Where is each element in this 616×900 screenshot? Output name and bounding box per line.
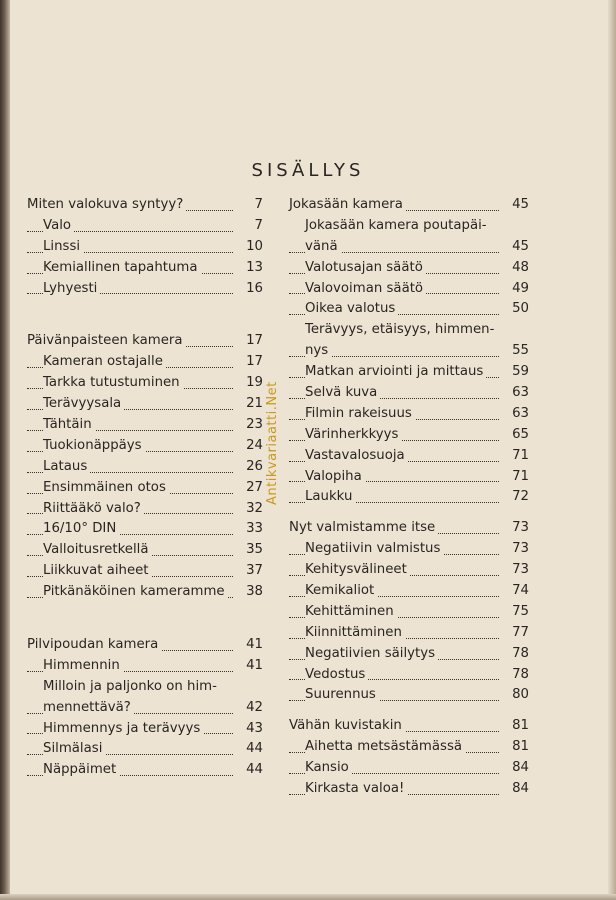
- toc-entry-page-number: 17: [238, 331, 263, 352]
- toc-entry-title: Negatiivin valmistus: [305, 541, 443, 556]
- toc-entry-title: nys: [305, 343, 331, 358]
- toc-entry-title: Pitkänäköinen kameramme: [43, 584, 228, 599]
- toc-entry: [27, 258, 263, 279]
- toc-entry-title: Valotusajan säätö: [305, 260, 426, 275]
- toc-entry-page-number: 55: [504, 341, 529, 362]
- toc-entry-title: Vastavalosuoja: [305, 448, 408, 463]
- toc-entry-page-number: 78: [504, 665, 529, 686]
- toc-entry: [289, 299, 529, 320]
- toc-entry: [27, 698, 263, 719]
- toc-entry-page-number: 13: [238, 258, 263, 279]
- toc-entry-title: Himmennin: [43, 658, 123, 673]
- toc-entry-page-number: 42: [238, 698, 263, 719]
- toc-entry-page-number: 84: [504, 758, 529, 779]
- toc-entry: [27, 719, 263, 740]
- toc-entry: [27, 352, 263, 373]
- toc-entry-page-number: 72: [504, 487, 529, 508]
- toc-entry-page-number: 41: [238, 635, 263, 656]
- toc-entry-title: Selvä kuva: [305, 385, 380, 400]
- toc-chapter-entry: [289, 195, 529, 216]
- toc-entry: [289, 383, 529, 404]
- toc-entry-page-number: 81: [504, 716, 529, 737]
- toc-entry-page-number: 10: [238, 237, 263, 258]
- toc-entry-title: vänä: [305, 239, 341, 254]
- toc-entry: [289, 279, 529, 300]
- toc-section: [289, 716, 529, 800]
- toc-entry-page-number: 23: [238, 415, 263, 436]
- toc-right-column: [289, 195, 529, 800]
- toc-entry: [289, 602, 529, 623]
- toc-entry: [289, 446, 529, 467]
- toc-entry-page-number: 73: [504, 560, 529, 581]
- toc-entry-title: Suurennus: [305, 687, 379, 702]
- toc-entry-title: Terävyysala: [43, 396, 124, 411]
- toc-entry-page-number: 43: [238, 719, 263, 740]
- toc-entry-title: Terävyys, etäisyys, himmen-: [305, 322, 497, 337]
- toc-entry: [289, 467, 529, 488]
- toc-entry: [27, 478, 263, 499]
- toc-entry-page-number: 33: [238, 519, 263, 540]
- toc-entry-page-number: 41: [238, 656, 263, 677]
- toc-entry-page-number: 26: [238, 457, 263, 478]
- toc-entry-title: Kehitysvälineet: [305, 562, 410, 577]
- toc-entry: [27, 739, 263, 760]
- toc-entry-page-number: 49: [504, 279, 529, 300]
- toc-entry: [289, 758, 529, 779]
- toc-section: [27, 331, 263, 603]
- toc-entry-page-number: 80: [504, 685, 529, 706]
- toc-entry: [27, 457, 263, 478]
- toc-entry-page-number: 59: [504, 362, 529, 383]
- toc-entry-title: Tähtäin: [43, 417, 95, 432]
- toc-entry-page-number: 75: [504, 602, 529, 623]
- toc-entry-title: Päivänpaisteen kamera: [27, 333, 186, 348]
- toc-entry-title: 16/10° DIN: [43, 521, 119, 536]
- toc-entry-page-number: 19: [238, 373, 263, 394]
- section-gap: [289, 706, 529, 716]
- toc-entry: [289, 685, 529, 706]
- toc-entry: [27, 656, 263, 677]
- toc-entry: [289, 737, 529, 758]
- toc-entry: [289, 487, 529, 508]
- toc-entry-page-number: 45: [504, 237, 529, 258]
- toc-entry: [27, 760, 263, 781]
- toc-entry-title: Riittääkö valo?: [43, 501, 144, 516]
- toc-entry: [27, 415, 263, 436]
- toc-entry-title: Jokasään kamera poutapäi-: [305, 218, 490, 233]
- toc-entry-page-number: 73: [504, 539, 529, 560]
- toc-entry-page-number: 44: [238, 739, 263, 760]
- toc-entry-title: Lataus: [43, 459, 90, 474]
- toc-entry-title: Negatiivien säilytys: [305, 646, 438, 661]
- toc-entry-title: Valloitusretkellä: [43, 542, 152, 557]
- toc-entry: [27, 677, 263, 698]
- toc-entry-title: Matkan arviointi ja mittaus: [305, 364, 486, 379]
- toc-entry-page-number: 73: [504, 518, 529, 539]
- toc-entry: [289, 560, 529, 581]
- toc-entry-title: Miten valokuva syntyy?: [27, 197, 186, 212]
- toc-entry-page-number: 63: [504, 404, 529, 425]
- toc-entry-page-number: 37: [238, 561, 263, 582]
- toc-entry: [289, 258, 529, 279]
- toc-entry-page-number: 77: [504, 623, 529, 644]
- toc-entry: [289, 341, 529, 362]
- toc-entry: [27, 582, 263, 603]
- toc-entry-page-number: 71: [504, 446, 529, 467]
- toc-entry-page-number: 24: [238, 436, 263, 457]
- toc-entry-title: Valovoiman säätö: [305, 281, 426, 296]
- toc-entry-title: Himmennys ja terävyys: [43, 721, 203, 736]
- toc-entry-title: Laukku: [305, 489, 355, 504]
- toc-entry-title: Oikea valotus: [305, 301, 398, 316]
- toc-entry: [289, 779, 529, 800]
- toc-entry: [27, 519, 263, 540]
- toc-entry-page-number: 21: [238, 394, 263, 415]
- toc-entry: [27, 561, 263, 582]
- section-gap: [289, 508, 529, 518]
- toc-entry: [289, 539, 529, 560]
- toc-entry-page-number: 38: [238, 582, 263, 603]
- toc-entry: [27, 394, 263, 415]
- toc-entry-title: Tuokionäppäys: [43, 438, 145, 453]
- toc-entry-title: Ensimmäinen otos: [43, 480, 169, 495]
- toc-entry: [289, 216, 529, 237]
- toc-entry-title: Valopiha: [305, 469, 365, 484]
- toc-section: [289, 518, 529, 706]
- toc-entry: [289, 623, 529, 644]
- toc-entry: [289, 581, 529, 602]
- toc-entry-title: Kiinnittäminen: [305, 625, 405, 640]
- toc-entry: [27, 499, 263, 520]
- toc-entry-title: Lyhyesti: [43, 281, 100, 296]
- toc-section: [27, 635, 263, 781]
- toc-entry: [289, 320, 529, 341]
- toc-entry-page-number: 17: [238, 352, 263, 373]
- toc-entry: [289, 404, 529, 425]
- toc-entry-page-number: 48: [504, 258, 529, 279]
- toc-entry: [289, 665, 529, 686]
- toc-entry-page-number: 84: [504, 779, 529, 800]
- toc-entry-page-number: 16: [238, 279, 263, 300]
- toc-entry-title: Jokasään kamera: [289, 197, 406, 212]
- toc-entry-title: Liikkuvat aiheet: [43, 563, 152, 578]
- toc-entry-page-number: 71: [504, 467, 529, 488]
- toc-entry-title: mennettävä?: [43, 700, 134, 715]
- section-gap: [27, 603, 263, 635]
- page-bottom-edge: [0, 894, 616, 900]
- toc-chapter-entry: [27, 195, 263, 216]
- toc-entry-title: Pilvipoudan kamera: [27, 637, 161, 652]
- toc-entry: [27, 216, 263, 237]
- toc-entry: [27, 237, 263, 258]
- toc-entry-page-number: 74: [504, 581, 529, 602]
- toc-entry-page-number: 27: [238, 478, 263, 499]
- toc-chapter-entry: [289, 518, 529, 539]
- toc-entry-title: Tarkka tutustuminen: [43, 375, 183, 390]
- toc-entry-page-number: 65: [504, 425, 529, 446]
- toc-entry: [27, 373, 263, 394]
- toc-entry-title: Värinherkkyys: [305, 427, 401, 442]
- toc-left-column: [27, 195, 263, 781]
- toc-entry-page-number: 32: [238, 499, 263, 520]
- toc-entry-title: Näppäimet: [43, 762, 119, 777]
- toc-entry-page-number: 44: [238, 760, 263, 781]
- toc-entry-title: Kemiallinen tapahtuma: [43, 260, 201, 275]
- toc-entry-title: Silmälasi: [43, 741, 105, 756]
- toc-entry-title: Kehittäminen: [305, 604, 397, 619]
- toc-entry: [27, 540, 263, 561]
- toc-entry-title: Linssi: [43, 239, 83, 254]
- toc-entry: [289, 644, 529, 665]
- toc-entry-page-number: 78: [504, 644, 529, 665]
- toc-entry-page-number: 50: [504, 299, 529, 320]
- toc-entry-title: Kemikaliot: [305, 583, 377, 598]
- toc-entry-title: Nyt valmistamme itse: [289, 520, 438, 535]
- toc-entry-title: Vähän kuvistakin: [289, 718, 405, 733]
- toc-section: [27, 195, 263, 299]
- toc-entry-page-number: 45: [504, 195, 529, 216]
- toc-section: [289, 195, 529, 508]
- book-spine-shadow: [0, 0, 10, 900]
- toc-entry: [27, 436, 263, 457]
- toc-entry-page-number: 35: [238, 540, 263, 561]
- toc-chapter-entry: [289, 716, 529, 737]
- page-title: SISÄLLYS: [251, 160, 365, 181]
- toc-entry: [289, 362, 529, 383]
- toc-entry: [289, 237, 529, 258]
- toc-entry-title: Kirkasta valoa!: [305, 781, 407, 796]
- section-gap: [27, 299, 263, 331]
- toc-entry-title: Filmin rakeisuus: [305, 406, 415, 421]
- toc-entry-title: Kameran ostajalle: [43, 354, 166, 369]
- toc-chapter-entry: [27, 635, 263, 656]
- toc-entry-title: Valo: [43, 218, 74, 233]
- toc-entry: [27, 279, 263, 300]
- toc-entry-page-number: 63: [504, 383, 529, 404]
- toc-entry-title: Milloin ja paljonko on him-: [43, 679, 220, 694]
- toc-entry-title: Kansio: [305, 760, 352, 775]
- toc-entry-title: Vedostus: [305, 667, 368, 682]
- toc-entry-page-number: 7: [238, 216, 263, 237]
- toc-entry-title: Aihetta metsästämässä: [305, 739, 465, 754]
- toc-entry-page-number: 81: [504, 737, 529, 758]
- toc-entry: [289, 425, 529, 446]
- toc-entry-page-number: 7: [238, 195, 263, 216]
- toc-chapter-entry: [27, 331, 263, 352]
- page-edge: [608, 0, 616, 900]
- watermark-text: Antikvariaatti.Net: [265, 381, 280, 505]
